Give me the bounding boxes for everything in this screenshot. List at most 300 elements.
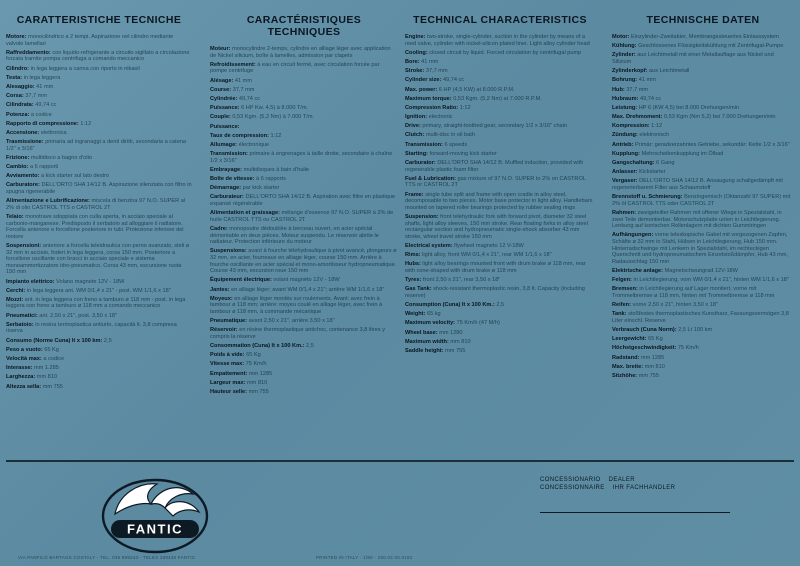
spec-item: [6, 84, 192, 91]
spec-item: [6, 365, 192, 372]
spec-label: Embrayage:: [210, 166, 243, 173]
spec-value: in lega leggera: [23, 74, 61, 81]
spec-value: Mehrscheibenkupplung im Ölbad: [641, 150, 724, 157]
spec-item: [612, 96, 794, 103]
spec-item: [6, 322, 192, 335]
spec-item: [6, 182, 192, 195]
spec-value: 2,5: [103, 337, 112, 344]
spec-label: Cilindrata:: [6, 102, 34, 109]
column-title: CARACTÉRISTIQUES TECHNIQUES: [246, 14, 362, 38]
spec-item: [612, 123, 794, 130]
spec-item: [210, 176, 398, 183]
spec-label: Altezza sella:: [6, 383, 42, 390]
spec-value: à 6 rapports: [256, 176, 286, 183]
spec-value: primary, straight-toothed gear, secondary 1/2 x 3/16" chain: [422, 123, 568, 130]
spec-value: two-stroke, single-cylinder, suction in the cylinder by means of a reed valve, cylinder with nickel-silicon plated liner. Light alloy cylinder head: [405, 34, 590, 47]
spec-label: Sospensioni:: [6, 242, 42, 249]
spec-item: [405, 243, 595, 250]
spec-item: [612, 68, 794, 75]
spec-item: [612, 373, 794, 380]
spec-label: Cadre:: [210, 225, 228, 232]
spec-item: [210, 114, 398, 121]
spec-label: Suspension:: [405, 213, 439, 220]
spec-label: Cilindro:: [6, 65, 29, 72]
spec-label: Réservoir:: [210, 327, 238, 334]
spec-value: à eau en circuit fermé, avec circulation forcée par pompe centrifuge: [210, 61, 380, 75]
spec-label: Potenza:: [6, 111, 30, 118]
spec-list: [210, 46, 398, 396]
footer-print-code: PRINTED IN ITALY · 1/80 · 250.02.00.0182: [316, 555, 413, 560]
spec-item: [612, 160, 794, 167]
dealer-box: [540, 476, 730, 513]
spec-value: vorne teleskopische Gabel mit vorgezogenen Zapfen, Schäfte ø 32 mm in Stahl, Hülsen in Leichtlegierung, Hub 150 mm. Hinterradschwinge mit Lenkern in Spezialstahl, im rechteckigen Querschnitt und hydropneumatischem Einzelstoßdämpfer, Hub 43 mm, Radausschlag 150 mm: [612, 232, 788, 265]
spec-value: 65 kg: [426, 311, 441, 318]
spec-label: Rims:: [405, 252, 421, 259]
spec-value: monocylindre 2-temps, cylindre en alliage léger avec application de Nickel silicium, boîte à lamelles, admission par clapets: [210, 46, 391, 59]
spec-value: mm 810: [644, 363, 665, 370]
spec-label: Impianto elettrico:: [6, 278, 55, 285]
spec-item: [405, 105, 595, 112]
spec-item: [6, 198, 192, 211]
spec-label: Drive:: [405, 123, 421, 130]
spec-label: Fuel & Lubrication:: [405, 175, 456, 182]
spec-item: [612, 142, 794, 149]
spec-label: Tyres:: [405, 277, 422, 284]
spec-label: Zylinderkopf:: [612, 68, 648, 75]
spec-value: multi-disc in oil bath: [425, 132, 475, 139]
spec-item: [6, 374, 192, 381]
spec-label: Largeur max:: [210, 379, 246, 386]
spec-item: [210, 318, 398, 325]
spec-item: [210, 133, 398, 140]
spec-label: Telaio:: [6, 213, 24, 220]
spec-item: [405, 252, 595, 259]
spec-value: par kick starter: [242, 185, 280, 192]
spec-label: Taux de compression:: [210, 132, 269, 139]
spec-value: monocilindrico a 2 tempi. Aspirazione nel cilindro mediante valvole lamellari: [6, 34, 174, 47]
spec-item: [210, 248, 398, 274]
spec-label: Hub:: [612, 86, 625, 93]
spec-item: [210, 296, 398, 316]
spec-item: [6, 214, 192, 240]
spec-item: [612, 151, 794, 158]
spec-label: Wheel base:: [405, 329, 438, 336]
spec-item: [612, 34, 794, 41]
spec-item: [6, 139, 192, 152]
spec-label: Carburatore:: [6, 182, 40, 189]
spec-value: ant. in lega leggera con freno a tamburo ø 118 mm - post. in lega leggera con freno a tamburo ø 118 mm a comando meccanico: [6, 296, 186, 310]
spec-value: in resina termoplastica antiurto, capacità lt. 3,8 compresa riserva: [6, 321, 177, 335]
spec-label: Raffreddamento:: [6, 49, 51, 56]
spec-value: 6 HP Kw. 4,5) à 8.000 T/m.: [241, 105, 309, 112]
spec-value: 41 mm: [421, 58, 439, 65]
spec-value: 65 Kg: [44, 346, 59, 353]
spec-label: Carburator:: [405, 160, 436, 167]
spec-label: Bore:: [405, 58, 420, 65]
spec-value: 0,53 Kgm (Nm 5,2) bei 7.000 Drehungen/min: [663, 114, 776, 121]
spec-label: Motor:: [612, 34, 630, 40]
footer-address: VIA PANFILO BARTAGS COSTALY - TEL. 039 999243 · TELEX 330440 FANTIC: [18, 555, 196, 560]
spec-item: [210, 277, 398, 284]
spec-label: Pneumatique:: [210, 318, 247, 325]
spec-value: flywheel magneto 12 V-18W: [454, 242, 524, 249]
spec-item: [612, 132, 794, 139]
spec-value: 49,74 cc: [35, 102, 57, 109]
spec-item: [405, 311, 595, 318]
spec-item: [6, 34, 192, 47]
spec-item: [612, 169, 794, 176]
spec-label: Avviamento:: [6, 173, 40, 180]
spec-label: Kompression:: [612, 123, 650, 130]
spec-value: a kick starter sul lato destro: [40, 173, 110, 180]
spec-label: Cerchi:: [6, 287, 26, 294]
spec-item: [612, 87, 794, 94]
spec-item: [6, 112, 192, 119]
spec-value: 2,5: [306, 343, 314, 350]
spec-value: 2,5 Lt 100 km: [678, 327, 713, 334]
spec-label: Sitzhöhe:: [612, 372, 638, 379]
spec-value: 6 HP (4,5 KW) at 8.000 R.P.M.: [438, 86, 515, 93]
spec-item: [210, 352, 398, 359]
spec-value: aus Leichtmetall: [649, 68, 690, 75]
spec-value: shock-resistant thermoplastic resin, 3,8 lt. Capacity (including reserve): [405, 286, 585, 299]
spec-value: 75 Km/h: [677, 345, 699, 352]
spec-label: Zylinder:: [612, 52, 636, 59]
spec-item: [612, 327, 794, 334]
spec-value: Magnetschwungrad 12V-18W: [664, 267, 738, 274]
spec-value: miscela di benzina 97 N.O. SUPER al 2% di olio CASTROL TTS o CASTROL 2T: [6, 198, 186, 211]
spec-value: 37,7 mm: [232, 86, 255, 93]
spec-item: [6, 155, 192, 162]
spec-item: [210, 361, 398, 368]
spec-value: mm 1285: [640, 354, 665, 361]
spec-value: mm 1.285: [34, 365, 59, 372]
spec-value: mm 755: [638, 372, 659, 379]
spec-value: multidisques à bain d'huile: [243, 166, 310, 173]
spec-value: a 6 rapporti: [29, 164, 59, 171]
spec-item: [405, 160, 595, 173]
spec-label: Vergaser:: [612, 178, 638, 185]
spec-label: Poids à vide:: [210, 352, 245, 359]
spec-item: [405, 114, 595, 121]
spec-item: [612, 277, 794, 284]
spec-label: Motore:: [6, 34, 27, 40]
spec-item: [405, 330, 595, 337]
divider: [6, 460, 794, 462]
spec-value: 37,7 mm: [626, 86, 649, 93]
spec-label: Max. breite:: [612, 363, 644, 370]
spec-item: [210, 343, 398, 350]
spec-label: Testa:: [6, 74, 23, 81]
spec-item: [6, 243, 192, 276]
spec-item: [405, 123, 595, 130]
spec-label: Frizione:: [6, 154, 30, 161]
spec-label: Trasmissione:: [6, 139, 44, 146]
dealer-label: CONCESSIONARIO: [540, 477, 601, 483]
spec-value: light alloy bearings mounted front with drum brake ø 118 mm, rear with cone-shaped with drum brake ø 118 mm: [405, 261, 586, 274]
spec-item: [6, 93, 192, 100]
spec-value: 2,5: [496, 302, 505, 309]
spec-item: [6, 102, 192, 109]
spec-value: zweigeteilter Rahmen mit offener Wiege in Spezialstahl, in zwei Teile demontierbar. Motorschutzplatte unten in Leichtlegierung. Lenkung auf konischen Rollenlagern mit dichten Gummiringen: [612, 209, 782, 230]
spec-label: Leergewicht:: [612, 336, 647, 343]
spec-item: [6, 173, 192, 180]
spec-item: [612, 355, 794, 362]
spec-item: [6, 279, 192, 286]
spec-label: Max. power:: [405, 86, 438, 93]
dealer-stamp-line: [540, 512, 730, 513]
spec-value: in Leichtlegierung, vorn WM 0/1,4 x 21", hinten WM 1/1,6 x 18": [633, 277, 789, 284]
spec-item: [210, 371, 398, 378]
spec-value: ant. 2,50 x 21", post. 3,50 x 18": [39, 312, 117, 319]
spec-item: [6, 121, 192, 128]
spec-value: en alliage léger; avant WM 0/1,4 x 21"; arrière WM 1/1,6 x 18": [231, 286, 385, 293]
spec-value: single tube split and frame with open cradle in alloy steel, decomposable to two pieces. Motor base protector in light alloy. Handlebars mounted on tapered roller bearings protected by rubber sealing rings: [405, 191, 593, 211]
spec-value: a codice: [30, 111, 52, 118]
spec-value: 65 Kg: [648, 336, 663, 343]
spec-label: Cambio:: [6, 164, 29, 171]
spec-value: light alloy, front WM 0/1,4 x 21", rear WM 1/1,6 x 18": [422, 252, 552, 259]
spec-label: Maximum width:: [405, 338, 449, 345]
spec-label: Gas Tank:: [405, 286, 432, 293]
spec-value: forward-moving kick starter: [429, 150, 497, 157]
spec-label: Rahmen:: [612, 209, 636, 216]
spec-item: [405, 132, 595, 139]
column-french: [210, 14, 398, 398]
spec-item: [612, 232, 794, 265]
spec-label: Pneumatici:: [6, 312, 38, 319]
spec-label: Course:: [210, 86, 232, 93]
spec-item: [210, 124, 398, 131]
spec-item: [210, 87, 398, 94]
spec-label: Electrical system:: [405, 242, 453, 249]
spec-label: Hauteur selle:: [210, 388, 247, 395]
spec-label: Stroke:: [405, 68, 425, 75]
spec-item: [405, 96, 595, 103]
spec-item: [612, 43, 794, 50]
spec-value: en résine thermoplastique antichoc, contenance 3,8 litres y compris la réserve: [210, 327, 386, 340]
spec-value: monopoutre dédoublée à berceau ouvert, en acier spécial démontable en deux pièces. Moteur suspendu. Le réservoir abrite le radiateur. Protection inférieure du moteur: [210, 225, 379, 246]
spec-label: Moteur:: [210, 46, 231, 52]
spec-label: Anlasser:: [612, 169, 638, 176]
spec-list: [405, 34, 595, 355]
spec-item: [210, 96, 398, 103]
spec-label: Transmission:: [405, 141, 443, 148]
spec-value: mm 755: [248, 388, 269, 395]
spec-value: Volano magnete 12V - 18W: [56, 278, 125, 285]
column-title: TECHNICAL CHARACTERISTICS: [413, 14, 587, 26]
spec-value: 37,7 mm: [25, 93, 48, 100]
spec-value: Kickstarter: [639, 169, 666, 176]
spec-item: [210, 167, 398, 174]
spec-label: Carburateur:: [210, 194, 244, 201]
spec-item: [210, 142, 398, 149]
spec-item: [6, 130, 192, 137]
spec-label: Mozzi:: [6, 296, 24, 303]
spec-value: 49,74 cc: [238, 95, 261, 102]
spec-item: [612, 77, 794, 84]
spec-item: [612, 178, 794, 191]
spec-label: Jantes:: [210, 286, 230, 293]
spec-value: con liquido-refrigerante a circuito sigillato a circolazione forzata tramite pompa centrifuga a comando meccanico: [6, 49, 190, 63]
spec-list: [6, 34, 192, 390]
spec-list: [612, 34, 794, 380]
spec-value: 49,74 cc: [639, 95, 662, 102]
spec-item: [405, 192, 595, 212]
spec-value: vorne 2,50 x 21", hinten 3,50 x 18": [632, 302, 718, 309]
spec-value: Primär: geradverzahntes Getriebe, sekundär: Kette 1/2 x 3/16": [635, 141, 790, 148]
spec-value: in lega leggera a canna con riporto in nikasil: [30, 65, 140, 72]
spec-value: elektronisch: [639, 132, 670, 139]
spec-item: [210, 194, 398, 207]
spec-item: [612, 364, 794, 371]
spec-value: Einzylinder-Zweitakter, Membrangesteuertes Einlasssystem: [630, 34, 779, 40]
spec-item: [612, 302, 794, 309]
spec-value: 1:12: [80, 120, 92, 127]
spec-item: [612, 268, 794, 275]
spec-label: Équipement électrique:: [210, 277, 272, 284]
spec-value: 6 Gang: [656, 160, 675, 167]
spec-item: [6, 313, 192, 320]
spec-value: in lega leggera ant. WM 0/1,4 x 21" - post. WM 1/1,6 x 18": [26, 287, 171, 294]
spec-item: [405, 286, 595, 299]
spec-label: Felgen:: [612, 277, 632, 284]
spec-label: Empattement:: [210, 370, 248, 377]
spec-item: [612, 311, 794, 324]
spec-label: Bohrung:: [612, 77, 638, 84]
logo-text: FANTIC: [127, 521, 183, 537]
spec-value: HP 6 (KW 4,5) bei 8.000 Drehungen/min: [638, 104, 740, 111]
spec-value: Benzingemisch (Oktanzahl 97 SUPER) mit 2% öl CASTROL TTS oder CASTROL 2T: [612, 194, 791, 207]
spec-label: Transmission:: [210, 151, 248, 158]
spec-value: 49,74 cc: [442, 77, 465, 84]
spec-item: [405, 214, 595, 240]
spec-item: [405, 348, 595, 355]
spec-item: [210, 380, 398, 387]
spec-item: [210, 185, 398, 192]
spec-value: 0,53 Kgm. (5,2 Nm) at 7.000 R.P.M.: [453, 95, 542, 102]
spec-label: Suspensions:: [210, 248, 247, 255]
spec-value: 75 Km/h (47 M/h): [456, 320, 500, 327]
spec-label: Interasse:: [6, 365, 33, 372]
spec-label: Maximum velocity:: [405, 320, 456, 327]
column-title: CARATTERISTICHE TECNICHE: [16, 14, 182, 26]
dealer-label: DEALER: [608, 477, 636, 483]
spec-label: Engine:: [405, 34, 426, 40]
spec-item: [210, 226, 398, 246]
spec-value: 41 mm: [36, 83, 54, 90]
spec-label: Brennstoff u. Schmierung:: [612, 194, 683, 201]
spec-item: [210, 287, 398, 294]
spec-label: Cylindrée:: [210, 95, 238, 102]
spec-value: electronic: [428, 114, 453, 121]
spec-label: Bremsen:: [612, 286, 638, 293]
spec-value: monotrave sdoppiata con culla aperta, in acciaio speciale al carbonio-manganese. Predisposto il serbatoio ad alloggiare il radiatore. Forcella anteriore e forcellone posteriore in tubi. Protezione inferiore del motore: [6, 213, 184, 240]
spec-value: mélange d'essence 97 N.O. SUPER à 2% de huile CASTROL TTS ou CASTROL 2T: [210, 210, 394, 223]
spec-value: front 2,50 x 21", rear 3,50 x 18": [422, 277, 501, 284]
column-title: TECHNISCHE DATEN: [646, 14, 760, 26]
spec-label: Larghezza:: [6, 374, 36, 381]
spec-label: Refroidissement:: [210, 61, 256, 68]
spec-label: Consommation (Cuna) lt x 100 Km.:: [210, 343, 305, 350]
spec-item: [405, 151, 595, 158]
spec-label: Reifen:: [612, 302, 631, 309]
spec-value: mm 755: [445, 348, 466, 354]
spec-item: [210, 105, 398, 112]
spec-value: closed circuit by liquid. Forced circulation by centrifugal pump: [429, 49, 582, 56]
spec-value: 0,53 Kgm. (5,2 Nm) à 7.000 T/m.: [232, 114, 315, 121]
column-italian: [6, 14, 192, 393]
spec-label: Leistung:: [612, 104, 638, 111]
spec-label: Alesaggio:: [6, 83, 35, 90]
spec-item: [6, 75, 192, 82]
spec-item: [6, 384, 192, 391]
spec-item: [612, 210, 794, 230]
spec-value: aus Leichtmetall mit einer Metallauflage aus Nickel und Silizium: [612, 52, 774, 65]
spec-value: électronique: [238, 141, 270, 148]
spec-label: Radstand:: [612, 354, 640, 361]
spec-value: avant 2,50 x 21", arrière 3,50 x 18": [248, 318, 335, 325]
spec-value: 37,7 mm: [425, 68, 448, 75]
spec-item: [405, 320, 595, 327]
spec-label: Velocità max:: [6, 356, 42, 362]
fantic-logo: [95, 468, 215, 556]
spec-label: Hubs:: [405, 261, 421, 268]
spec-value: DELL'ORTO SHA 14/12 B. Muffled induction, provided with regenerable plastic foam filter: [405, 160, 584, 173]
spec-value: multidisco a bagno d'olio: [30, 154, 92, 161]
spec-label: Gangschaltung:: [612, 160, 655, 167]
spec-value: primaria ad ingranaggi a denti diritti, secondaria a catena 1/2" x 3/16": [6, 139, 187, 152]
spec-value: gas mixture of 97 N.O. SUPER to 2% on CASTROL TTS or CASTROL 2T: [405, 175, 586, 189]
spec-item: [210, 62, 398, 75]
spec-item: [405, 59, 595, 66]
spec-value: elettronica: [40, 129, 67, 136]
spec-label: Peso a vuoto:: [6, 346, 43, 353]
spec-item: [210, 327, 398, 340]
dealer-label: IHR FACHHANDLER: [612, 485, 676, 491]
spec-value: mm 1285: [248, 370, 273, 377]
spec-item: [612, 194, 794, 207]
spec-item: [6, 338, 192, 345]
spec-label: Accensione:: [6, 129, 40, 136]
spec-item: [6, 164, 192, 171]
spec-value: mm 755: [42, 383, 63, 390]
spec-label: Antrieb:: [612, 141, 634, 148]
spec-value: DELL'ORTO SHA 14/12 B. Aspiration avec filtre en plastique expansé régénérable: [210, 194, 395, 207]
spec-value: 65 Kg: [246, 352, 261, 359]
spec-label: Tank:: [612, 311, 627, 318]
column-german: [612, 14, 794, 382]
spec-value: 75 Km/h: [245, 361, 267, 368]
spec-label: Cooling:: [405, 49, 428, 56]
spec-value: mm 1280: [439, 329, 463, 336]
spec-label: Höchstgeschwindigkeit:: [612, 345, 677, 352]
spec-label: Consumption (Cuna) lt x 100 Km.:: [405, 302, 495, 309]
spec-label: Hubraum:: [612, 95, 639, 102]
spec-value: 1:12: [270, 132, 282, 139]
spec-item: [612, 52, 794, 65]
spec-item: [210, 151, 398, 164]
spec-label: Alésage:: [210, 77, 234, 84]
spec-value: volant magnéto 12V - 18W: [273, 277, 340, 284]
spec-label: Max. Drehmoment:: [612, 114, 663, 121]
column-english: [405, 14, 595, 357]
spec-item: [612, 114, 794, 121]
spec-label: Moyeux:: [210, 295, 233, 302]
spec-item: [405, 77, 595, 84]
spec-value: Geschlossenes Flüssigkeitskühlung mit Zentrifugal-Pumpe: [638, 43, 784, 50]
spec-item: [6, 347, 192, 354]
